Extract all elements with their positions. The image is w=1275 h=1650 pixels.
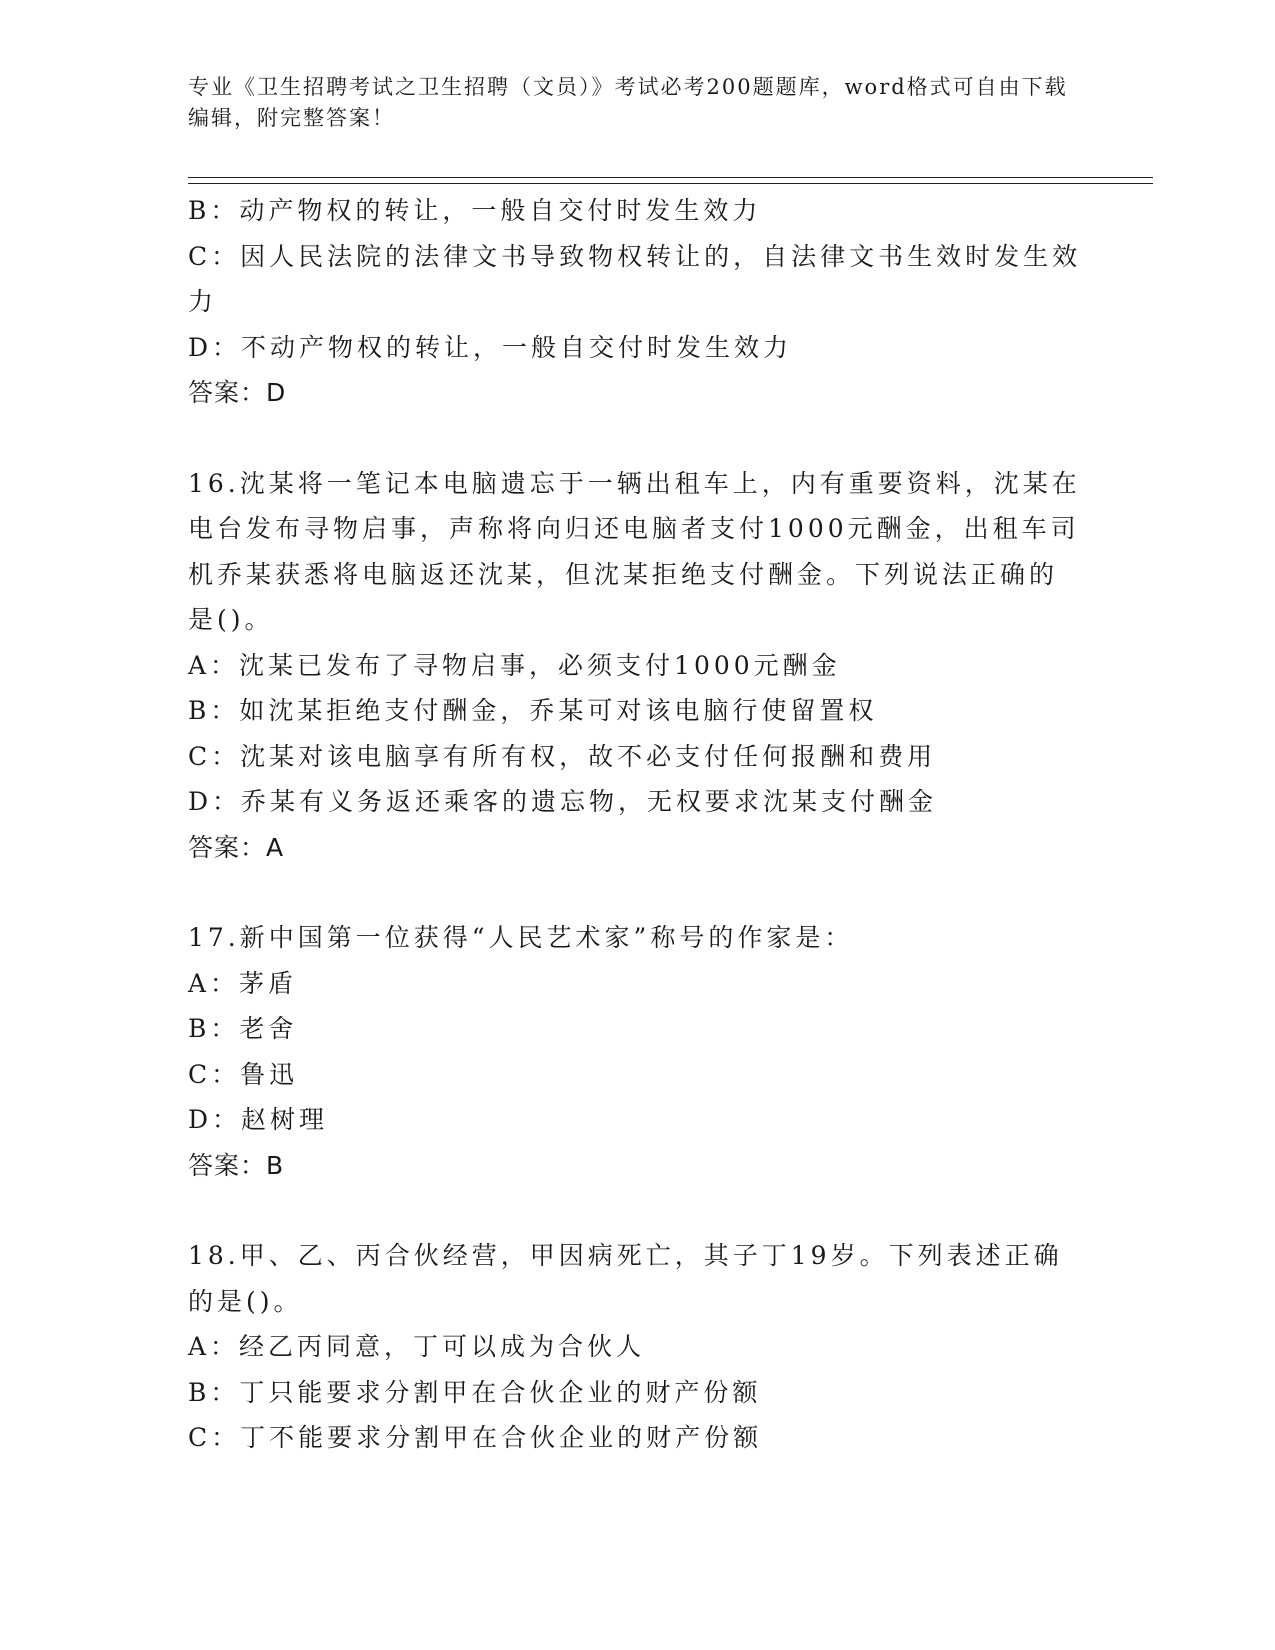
option-c: C：丁不能要求分割甲在合伙企业的财产份额 [188, 1423, 763, 1452]
option-d: D：不动产物权的转让，一般自交付时发生效力 [188, 332, 793, 362]
option-a: A：沈某已发布了寻物启事，必须支付1000元酬金 [188, 650, 841, 680]
header-rule-top [188, 177, 1153, 178]
question-17 [188, 915, 1068, 1188]
header-rule-bottom [188, 183, 1153, 184]
option-a: A：经乙丙同意，丁可以成为合伙人 [188, 1332, 646, 1361]
option-c: C：沈某对该电脑享有所有权，故不必支付任何报酬和费用 [188, 741, 937, 771]
question-stem: 是()。 [188, 605, 274, 634]
question-stem: 16.沈某将一笔记本电脑遗忘于一辆出租车上，内有重要资料，沈某在 [188, 468, 1081, 498]
question-stem: 17.新中国第一位获得“人民艺术家”称号的作家是： [188, 923, 854, 952]
answer-line: 答案：D [188, 378, 287, 407]
question-18 [188, 1233, 1068, 1461]
option-c: C：因人民法院的法律文书导致物权转让的，自法律文书生效时发生效 [188, 241, 1082, 271]
document-header [188, 72, 1068, 134]
document-body [188, 188, 1082, 1461]
option-d: D：赵树理 [188, 1105, 329, 1134]
option-a: A：茅盾 [188, 968, 298, 998]
option-c-continued: 力 [188, 287, 218, 316]
option-b: B：动产物权的转让，一般自交付时发生效力 [188, 196, 762, 225]
answer-line: 答案：B [188, 1150, 285, 1180]
question-stem: 的是()。 [188, 1286, 303, 1316]
option-b: B：丁只能要求分割甲在合伙企业的财产份额 [188, 1377, 762, 1407]
question-stem: 电台发布寻物启事，声称将向归还电脑者支付1000元酬金，出租车司 [188, 514, 1080, 543]
header-title: 专业《卫生招聘考试之卫生招聘（文员）》考试必考200题题库，word格式可自由下载编辑，附完整答案！ [188, 75, 1068, 130]
question-stem: 18.甲、乙、丙合伙经营，甲因病死亡，其子丁19岁。下列表述正确 [188, 1241, 1063, 1270]
question-15-tail [188, 188, 1082, 416]
answer-line: 答案：A [188, 832, 285, 862]
option-b: B：老舍 [188, 1014, 298, 1043]
question-stem: 机乔某获悉将电脑返还沈某，但沈某拒绝支付酬金。下列说法正确的 [188, 559, 1059, 589]
option-d: D：乔某有义务返还乘客的遗忘物，无权要求沈某支付酬金 [188, 787, 938, 816]
option-c: C：鲁迅 [188, 1059, 299, 1089]
option-b: B：如沈某拒绝支付酬金，乔某可对该电脑行使留置权 [188, 696, 878, 725]
question-16 [188, 461, 1081, 871]
